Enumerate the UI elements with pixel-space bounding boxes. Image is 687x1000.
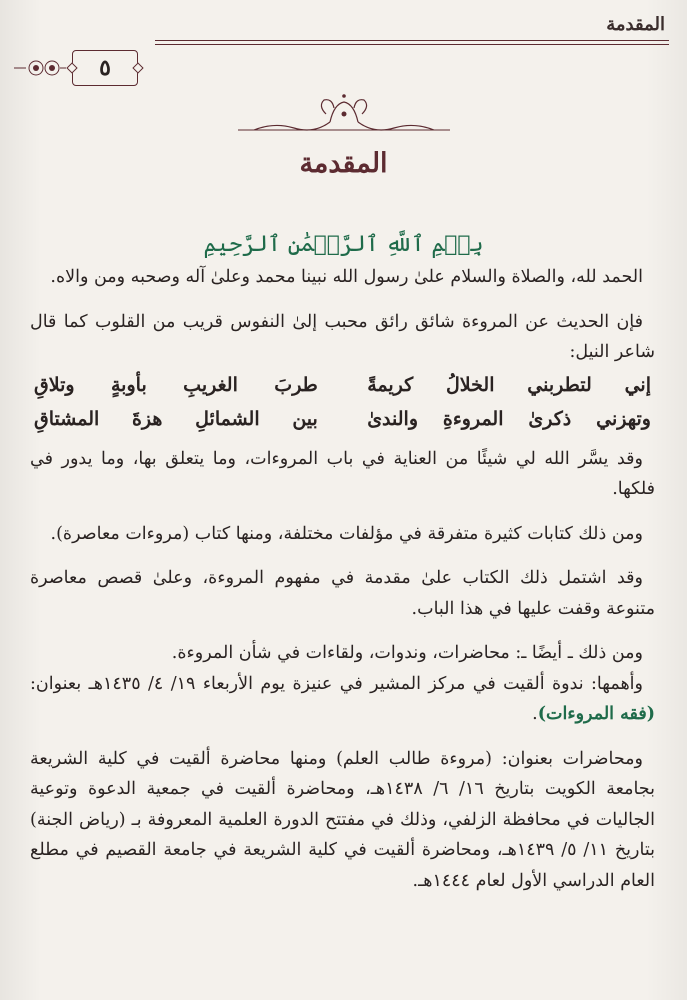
paragraph-7-text: وأهمها: ندوة ألقيت في مركز المشير في عنيزة يوم الأربعاء ١٩/ ٤/ ١٤٣٥هـ بعنوان:	[30, 673, 643, 694]
header-rule	[155, 40, 669, 41]
paragraph-8: ومحاضرات بعنوان: (مروءة طالب العلم) ومنها محاضرة ألقيت في كلية الشريعة بجامعة الكويت بتاريخ ١٦/ ٦/ ١٤٣٨هـ، ومحاضرة ألقيت في جمعية الدعوة وتوعية الجاليات في محافظة الزلفي، وذلك في مفتتح الدورة العلمية المعروفة بـ (رياض الجنة) بتاريخ ١١/ ٥/ ١٤٣٩هـ، ومحاضرة ألقيت في كلية الشريعة في جامعة القصيم في مطلع العام الدراسي الأول لعام ١٤٤٤هـ.	[30, 748, 655, 891]
verse-1-first-hemistich: إني لتطربني الخلالُ كريمةً	[367, 373, 651, 396]
header-rule-double	[155, 44, 669, 45]
page-number: ٥	[72, 50, 138, 86]
poem-verse-2	[30, 402, 655, 436]
verse-1-second-hemistich: طربَ الغريبِ بأوبةٍ وتلاقِ	[34, 373, 318, 396]
poem-verse-1	[30, 368, 655, 402]
paragraph-6: ومن ذلك ـ أيضًا ـ: محاضرات، وندوات، ولقاءات في شأن المروءة.	[171, 643, 643, 663]
verse-2-second-hemistich: بين الشمائلِ هزةَ المشتاقِ	[34, 407, 318, 430]
lecture-title-highlight: (فقه المروءات)	[537, 704, 655, 724]
poem	[30, 368, 655, 436]
body-text	[30, 262, 655, 910]
paragraph-5: وقد اشتمل ذلك الكتاب علىٰ مقدمة في مفهوم المروءة، وعلىٰ قصص معاصرة متنوعة وقفت عليها في هذا الباب.	[30, 568, 655, 619]
paragraph-7	[30, 669, 655, 730]
verse-2-first-hemistich: وتهزني ذكرىٰ المروءةِ والندىٰ	[367, 407, 651, 430]
paragraph-7-end: .	[532, 704, 538, 724]
basmala: بِسۡمِ ٱللَّهِ ٱلرَّحۡمَٰنِ ٱلرَّحِيمِ	[203, 232, 484, 257]
running-header-title: المقدمة	[606, 14, 665, 35]
ornament-icon	[14, 58, 66, 78]
paragraph-2: فإن الحديث عن المروءة شائق رائق محبب إلىٰ النفوس قريب من القلوب كما قال شاعر النيل:	[30, 311, 655, 362]
chapter-title: المقدمة	[299, 148, 388, 179]
paragraph-1: الحمد لله، والصلاة والسلام علىٰ رسول الله نبينا محمد وعلىٰ آله وصحبه ومن والاه.	[50, 267, 643, 287]
paragraph-4: ومن ذلك كتابات كثيرة متفرقة في مؤلفات مختلفة، ومنها كتاب (مروءات معاصرة).	[50, 523, 643, 544]
paragraph-3: وقد يسَّر الله لي شيئًا من العناية في باب المروءات، وما يتعلق بها، وما يدور في فلكها.	[30, 448, 655, 499]
chapter-ornament-icon	[234, 92, 454, 136]
